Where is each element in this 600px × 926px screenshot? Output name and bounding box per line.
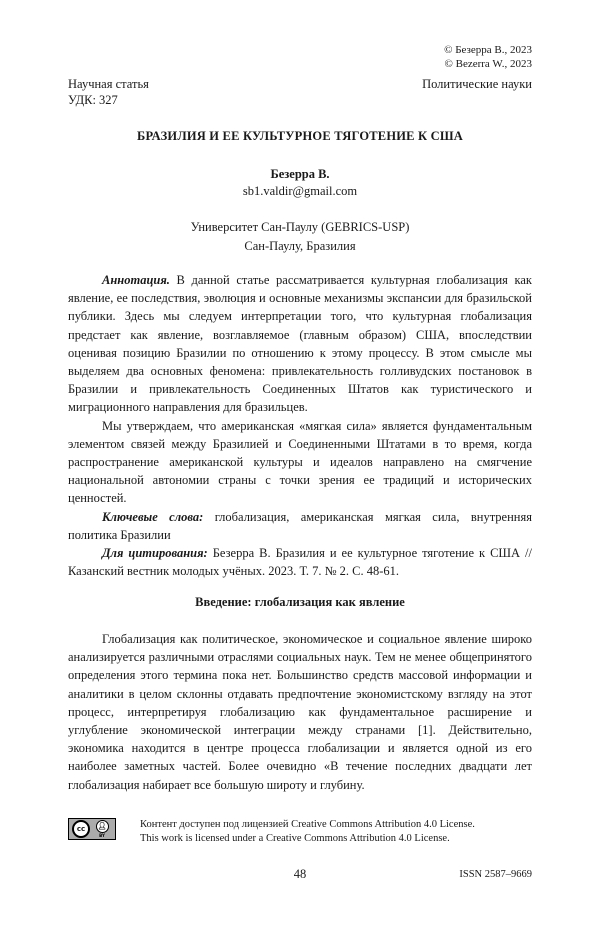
author-name: Безерра В. [270, 167, 330, 181]
abstract-paragraph-1 [68, 271, 532, 417]
abstract [68, 271, 532, 580]
license-text-ru: Контент доступен под лицензией Creative Commons Attribution 4.0 License. [140, 819, 475, 830]
udc-code: УДК: 327 [68, 93, 118, 107]
affiliation-university: Университет Сан-Паулу (GEBRICS-USP) [190, 220, 410, 234]
article-title: БРАЗИЛИЯ И ЕЕ КУЛЬТУРНОЕ ТЯГОТЕНИЕ К США [136, 129, 463, 143]
issn: ISSN 2587–9669 [459, 869, 532, 880]
copyright-block [444, 43, 532, 71]
abstract-label: Аннотация. [102, 273, 170, 287]
citation-label: Для цитирования: [102, 546, 208, 561]
license-text-en: This work is licensed under a Creative Commons Attribution 4.0 License. [140, 832, 450, 844]
article-meta [68, 76, 149, 108]
abstract-text-1: В данной статье рассматривается культурная глобализация как явление, ее последствия, эволюция и основные механизмы экспансии для бразильской публики. Здесь мы следуем интерпретации того, что культурная глобализация предстает как явление, возглавляемое (главным образом) США, впоследствии оценивая позицию Бразилии по отношению к этому процессу. В этом смысле мы выделяем два основных феномена: привлекательность голливудских постановок в Бразилии и привлекательность Соединенных Штатов как туристического и миграционного направления для бразильцев. [68, 273, 532, 415]
article-type: Научная статья [68, 77, 149, 91]
license-block [68, 818, 475, 845]
article-category: Политические науки [422, 77, 532, 91]
license-text [140, 818, 475, 845]
keywords-label: Ключевые слова: [102, 509, 204, 524]
page-number: 48 [293, 867, 307, 881]
author-block [0, 166, 600, 200]
keywords-paragraph [68, 508, 532, 544]
keywords-text: глобализация, американская мягкая сила, внутренняя политика Бразилии [68, 509, 532, 542]
creative-commons-by-icon[interactable] [68, 818, 116, 840]
abstract-paragraph-2: Мы утверждаем, что американская «мягкая сила» является фундаментальным элементом связей между Бразилией и Соединенными Штатами в то время, когда распространение американской культуры и идеалов направлено на смягчение национальной автономии страны с точки зрения ее традиций и исторических ценностей. [68, 418, 532, 506]
citation-text: Безерра В. Бразилия и ее культурное тяготение к США // Казанский вестник молодых учёных. 2023. Т. 7. № 2. С. 48-61. [68, 546, 532, 579]
affiliation-block [0, 218, 600, 256]
copyright-en: © Bezerra W., 2023 [444, 58, 532, 70]
citation-paragraph [68, 544, 532, 580]
author-email[interactable]: sb1.valdir@gmail.com [242, 184, 358, 198]
section-body [68, 630, 532, 794]
attribution-icon [93, 820, 111, 838]
person-icon: 👤︎ [96, 820, 109, 833]
affiliation-location: Сан-Паулу, Бразилия [244, 239, 356, 253]
copyright-ru: © Безерра В., 2023 [444, 44, 532, 56]
intro-paragraph: Глобализация как политическое, экономическое и социальное явление широко анализируется различными отраслями социальных наук. Тем не менее общепринятого определения этого термина пока нет. Большинство средств массовой информации и аналитики в целом склонны отдавать предпочтение экономистскому взгляду на этот процесс, интерпретируя глобализацию как фундаментальное расширение и углубление экономической интеграции между странами [1]. Действительно, экономика находится в центре процесса глобализации и является одной из его наиболее заметных частей. Более очевидно «В течение последних двадцати лет глобализация набирает все большую широту и глубину. [68, 632, 532, 792]
by-label: BY [99, 833, 105, 838]
section-heading: Введение: глобализация как явление [195, 595, 405, 609]
cc-icon: cc [72, 820, 90, 838]
